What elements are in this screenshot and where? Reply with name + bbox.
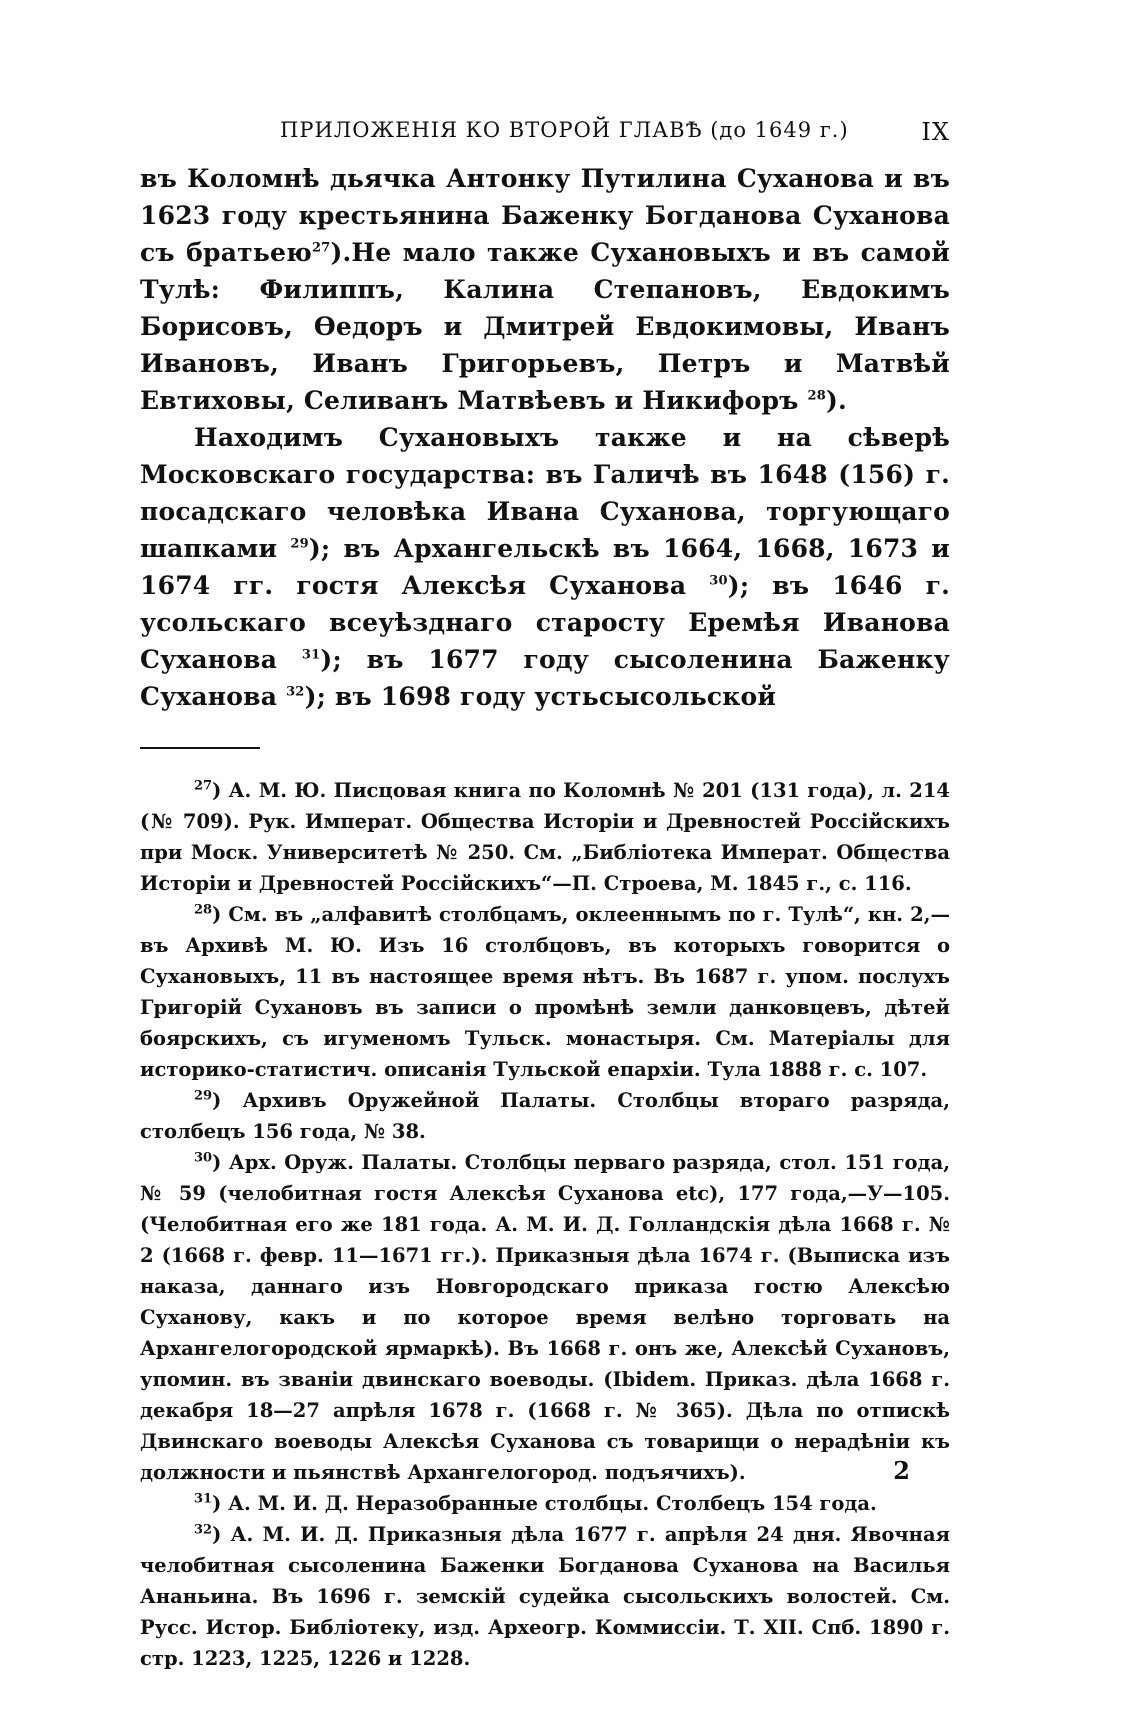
footnote-number: 30 bbox=[194, 1150, 213, 1166]
footnote-ref-28: 28 bbox=[807, 388, 826, 404]
footnote-text: ) А. М. Ю. Писцовая книга по Коломнѣ № 201 (131 года), л. 214 (№ 709). Рук. Императ. Общества Исторіи и Древностей Россійскихъ при Моск. Университетѣ № 250. См. „Библіотека Императ. Общества Исторіи и Древностей Россійскихъ“—П. Строева, М. 1845 г., с. 116. bbox=[140, 779, 950, 895]
running-title: ПРИЛОЖЕНІЯ КО ВТОРОЙ ГЛАВѢ (до 1649 г.) bbox=[280, 118, 849, 142]
page bbox=[140, 118, 950, 1674]
footnote-number: 31 bbox=[194, 1491, 213, 1507]
footnote-32 bbox=[140, 1519, 950, 1674]
paragraph-2-text-e: ); въ 1698 году устьсысольской bbox=[304, 682, 777, 711]
paragraph-1-text-c: ). bbox=[825, 386, 847, 415]
footnote-number: 32 bbox=[194, 1522, 213, 1538]
page-number: IX bbox=[921, 118, 950, 146]
paragraph-2-text-d: ); въ 1677 году сысоленина Баженку Суханова bbox=[140, 645, 950, 711]
footnote-number: 27 bbox=[194, 778, 213, 794]
footnote-ref-30: 30 bbox=[709, 573, 728, 589]
signature-mark: 2 bbox=[893, 1456, 910, 1485]
footnotes bbox=[140, 775, 950, 1674]
paragraph-1-text-b: ).Не мало также Сухановыхъ и въ самой Тулѣ: Филиппъ, Калина Степановъ, Евдокимъ Борисовъ, Ѳедоръ и Дмитрей Евдокимовы, Иванъ Ивановъ, Иванъ Григорьевъ, Петръ и Матвѣй Евтиховы, Селиванъ Матвѣевъ и Никифоръ bbox=[140, 238, 950, 415]
footnote-text: ) Архивъ Оружейной Палаты. Столбцы втораго разряда, столбецъ 156 года, № 38. bbox=[140, 1089, 950, 1143]
main-text bbox=[140, 160, 950, 715]
paragraph-2-text-c: ); въ 1646 г. усольскаго всеуѣзднаго старосту Еремѣя Иванова Суханова bbox=[140, 571, 951, 674]
footnote-text: ) А. М. И. Д. Неразобранные столбцы. Столбецъ 154 года. bbox=[212, 1492, 877, 1515]
footnote-text: ) Арх. Оруж. Палаты. Столбцы перваго разряда, стол. 151 года, № 59 (челобитная гостя Алексѣя Суханова etc), 177 года,—У—105. (Челобитная его же 181 года. А. М. И. Д. Голландскія дѣла 1668 г. № 2 (1668 г. февр. 11—1671 гг.). Приказныя дѣла 1674 г. (Выписка изъ наказа, даннаго изъ Новгородскаго приказа гостю Алексѣю Суханову, какъ и по которое время велѣно торговать на Архангелогородской ярмаркѣ). Въ 1668 г. онъ же, Алексѣй Сухановъ, упомин. въ званіи двинскаго воеводы. (Ibidem. Приказ. дѣла 1668 г. декабря 18—27 апрѣля 1678 г. (1668 г. № 365). Дѣла по отпискѣ Двинскаго воеводы Алексѣя Суханова съ товарищи о нерадѣніи къ должности и пьянствѣ Архангелогород. подъячихъ). bbox=[140, 1151, 950, 1484]
paragraph-2-text-a: Находимъ Сухановыхъ также и на сѣверѣ Московскаго государства: въ Галичѣ въ 1648 (156) г. посадскаго человѣка Ивана Суханова, торгующаго шапками bbox=[140, 423, 950, 563]
footnote-30 bbox=[140, 1147, 950, 1488]
paragraph-2-text-b: ); въ Архангельскѣ въ 1664, 1668, 1673 и 1674 гг. гостя Алексѣя Суханова bbox=[140, 534, 950, 600]
footnote-27 bbox=[140, 775, 950, 899]
running-header bbox=[140, 118, 950, 160]
footnote-text: ) См. въ „алфавитѣ столбцамъ, оклееннымъ по г. Тулѣ“, кн. 2,—въ Архивѣ М. Ю. Изъ 16 столбцовъ, въ которыхъ говорится о Сухановыхъ, 11 въ настоящее время нѣтъ. Въ 1687 г. упом. послухъ Григорій Сухановъ въ записи о промѣнѣ земли данковцевъ, дѣтей боярскихъ, съ игуменомъ Тульск. монастыря. См. Матеріалы для историко-статистич. описанія Тульской епархіи. Тула 1888 г. с. 107. bbox=[140, 903, 950, 1081]
paragraph-2 bbox=[140, 419, 950, 715]
paragraph-1 bbox=[140, 160, 950, 419]
footnote-ref-32: 32 bbox=[286, 684, 305, 700]
footnote-ref-29: 29 bbox=[290, 536, 309, 552]
footnote-28 bbox=[140, 899, 950, 1085]
footnote-31 bbox=[140, 1488, 950, 1519]
paragraph-1-text-a: въ Коломнѣ дьячка Антонку Путилина Суханова и въ 1623 году крестьянина Баженку Богданова Суханова съ братьею bbox=[140, 164, 950, 267]
footnote-29 bbox=[140, 1085, 950, 1147]
footnote-ref-27: 27 bbox=[311, 240, 331, 256]
footnote-separator bbox=[140, 747, 260, 749]
footnote-text: ) А. М. И. Д. Приказныя дѣла 1677 г. апрѣля 24 дня. Явочная челобитная сысоленина Баженки Богданова Суханова на Василья Ананьина. Въ 1696 г. земскій судейка сысольскихъ волостей. См. Русс. Истор. Библіотеку, изд. Археогр. Коммиссіи. Т. XII. Спб. 1890 г. стр. 1223, 1225, 1226 и 1228. bbox=[140, 1523, 950, 1670]
footnote-ref-31: 31 bbox=[301, 647, 321, 663]
footnote-number: 28 bbox=[194, 902, 213, 918]
footnote-number: 29 bbox=[194, 1088, 213, 1104]
